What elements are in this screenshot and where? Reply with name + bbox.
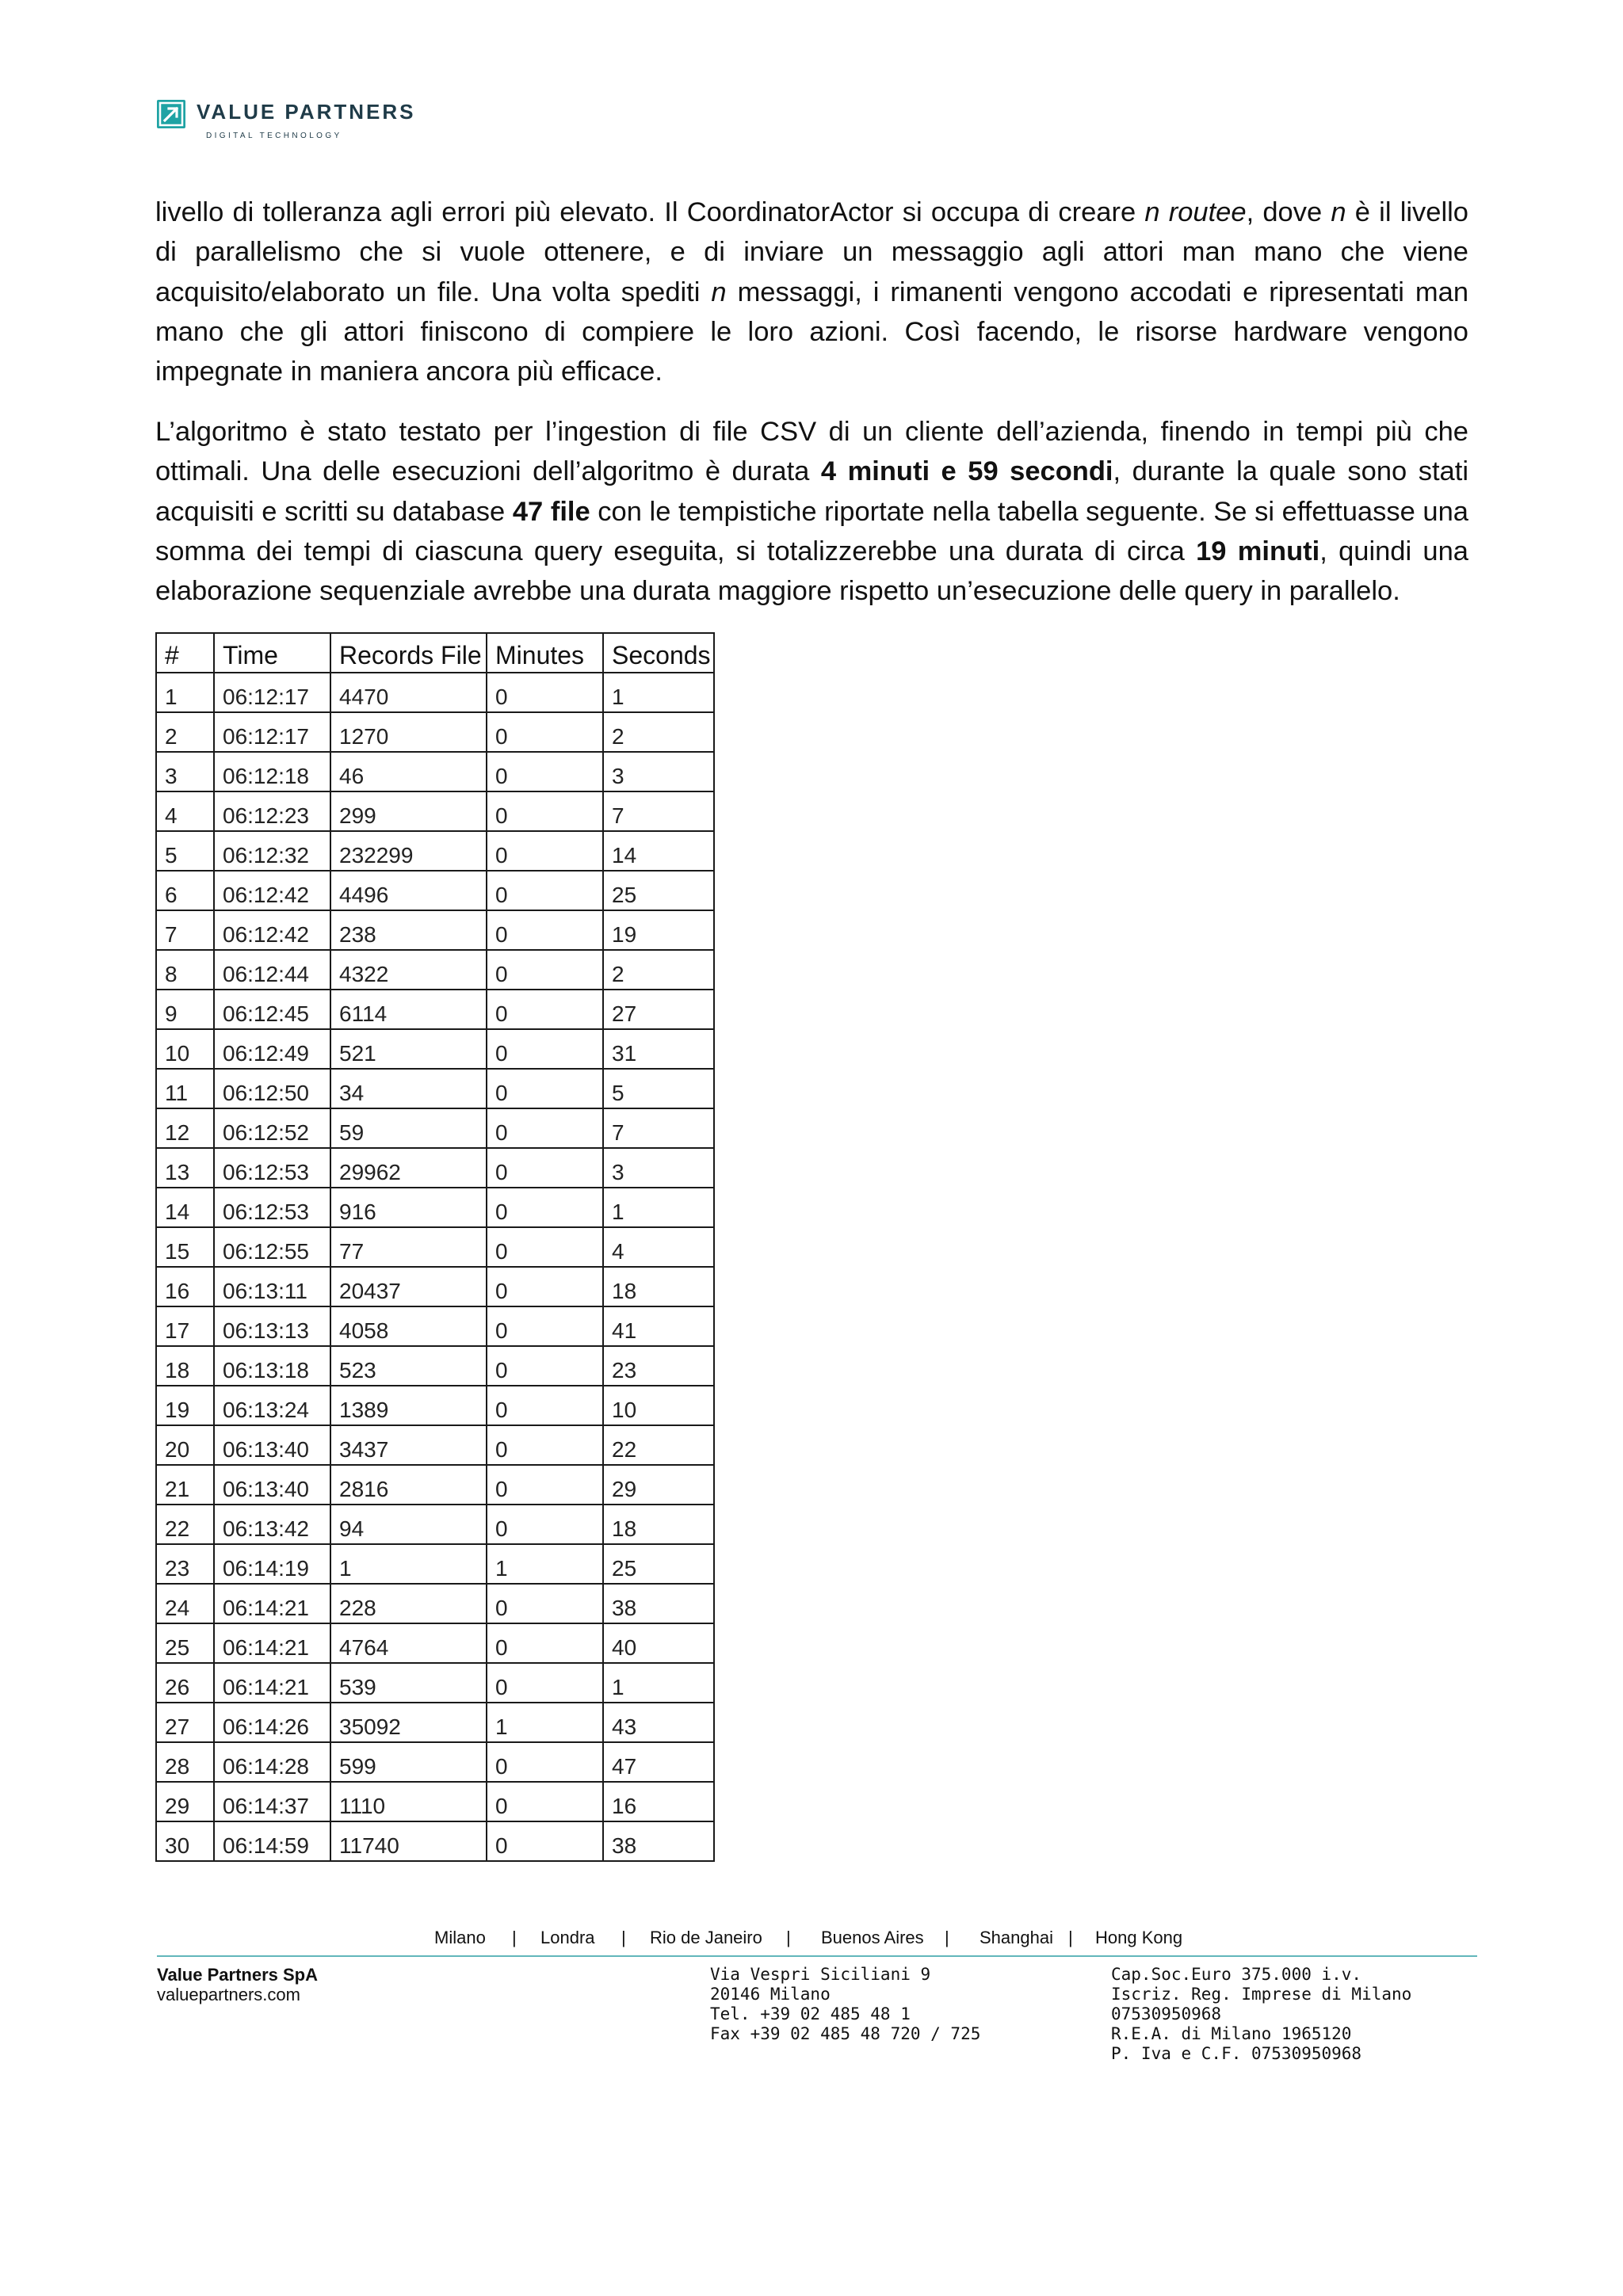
table-cell: 0 — [487, 1505, 603, 1544]
table-cell: 0 — [487, 1663, 603, 1703]
table-row — [156, 1108, 714, 1148]
table-cell: 22 — [603, 1425, 714, 1465]
table-row — [156, 1267, 714, 1306]
bold-text: 47 file — [512, 496, 590, 527]
table-row — [156, 1306, 714, 1346]
table-cell: 13 — [156, 1148, 214, 1188]
legal-line: Iscriz. Reg. Imprese di Milano — [1111, 1985, 1412, 2004]
table-cell: 1 — [156, 673, 214, 712]
table-cell: 10 — [156, 1029, 214, 1069]
table-cell: 77 — [330, 1227, 487, 1267]
table-row — [156, 1386, 714, 1425]
city-separator: | — [1068, 1928, 1073, 1947]
table-row — [156, 1188, 714, 1227]
table-cell: 0 — [487, 673, 603, 712]
table-cell: 06:12:50 — [214, 1069, 330, 1108]
table-cell: 06:14:21 — [214, 1663, 330, 1703]
table-cell: 14 — [603, 831, 714, 871]
table-cell: 25 — [603, 1544, 714, 1584]
bold-text: 4 minuti e 59 secondi — [820, 456, 1113, 487]
table-cell: 0 — [487, 1069, 603, 1108]
table-cell: 1389 — [330, 1386, 487, 1425]
table-cell: 38 — [603, 1584, 714, 1623]
brand-tagline: DIGITAL TECHNOLOGY — [206, 132, 342, 140]
table-cell: 0 — [487, 1029, 603, 1069]
table-cell: 299 — [330, 791, 487, 831]
table-cell: 18 — [603, 1267, 714, 1306]
table-cell: 43 — [603, 1703, 714, 1742]
body-paragraph-1 — [155, 193, 1468, 391]
table-cell: 24 — [156, 1584, 214, 1623]
table-cell: 29 — [603, 1465, 714, 1505]
table-cell: 11 — [156, 1069, 214, 1108]
table-cell: 238 — [330, 910, 487, 950]
table-cell: 0 — [487, 831, 603, 871]
text-run: messaggi, i rimanenti vengono accodati e ripresentati man mano che gli attori finiscono di compiere le loro azioni. Così facendo, le risorse hardware vengono impegnate in maniera ancora più efficace. — [155, 277, 1469, 387]
table-cell: 4470 — [330, 673, 487, 712]
table-cell: 3 — [603, 1148, 714, 1188]
text-run: livello di tolleranza agli errori più elevato. Il CoordinatorActor si occupa di creare — [155, 197, 1145, 227]
table-row — [156, 791, 714, 831]
table-cell: 3437 — [330, 1425, 487, 1465]
table-row — [156, 1544, 714, 1584]
table-row — [156, 1821, 714, 1861]
table-row — [156, 990, 714, 1029]
table-cell: 47 — [603, 1742, 714, 1782]
table-cell: 38 — [603, 1821, 714, 1861]
table-cell: 4 — [603, 1227, 714, 1267]
table-cell: 0 — [487, 950, 603, 990]
table-cell: 46 — [330, 752, 487, 791]
table-row — [156, 752, 714, 791]
arrow-up-right-icon — [157, 100, 185, 128]
table-cell: 06:12:32 — [214, 831, 330, 871]
table-cell: 16 — [603, 1782, 714, 1821]
table-cell: 0 — [487, 1742, 603, 1782]
table-cell: 19 — [156, 1386, 214, 1425]
office-city: Shanghai — [980, 1928, 1053, 1947]
table-cell: 17 — [156, 1306, 214, 1346]
office-city: Milano — [434, 1928, 486, 1947]
table-cell: 1 — [603, 673, 714, 712]
city-separator: | — [786, 1928, 791, 1947]
table-cell: 3 — [603, 752, 714, 791]
table-header-row — [156, 633, 714, 673]
address-line: Via Vespri Siciliani 9 — [710, 1965, 931, 1984]
table-row — [156, 1742, 714, 1782]
table-cell: 0 — [487, 871, 603, 910]
office-city: Rio de Janeiro — [650, 1928, 762, 1947]
table-row — [156, 1227, 714, 1267]
table-cell: 4322 — [330, 950, 487, 990]
table-cell: 59 — [330, 1108, 487, 1148]
city-separator: | — [621, 1928, 626, 1947]
table-cell: 12 — [156, 1108, 214, 1148]
table-cell: 599 — [330, 1742, 487, 1782]
table-row — [156, 1465, 714, 1505]
table-cell: 06:13:24 — [214, 1386, 330, 1425]
table-cell: 06:12:44 — [214, 950, 330, 990]
table-cell: 10 — [603, 1386, 714, 1425]
table-cell: 29962 — [330, 1148, 487, 1188]
table-cell: 41 — [603, 1306, 714, 1346]
table-cell: 4 — [156, 791, 214, 831]
office-city: Buenos Aires — [821, 1928, 924, 1947]
table-cell: 1110 — [330, 1782, 487, 1821]
table-cell: 06:14:59 — [214, 1821, 330, 1861]
table-cell: 06:12:55 — [214, 1227, 330, 1267]
table-cell: 27 — [156, 1703, 214, 1742]
column-header: Minutes — [487, 633, 603, 673]
table-cell: 0 — [487, 1584, 603, 1623]
table-row — [156, 712, 714, 752]
table-cell: 06:12:42 — [214, 910, 330, 950]
column-header: # — [156, 633, 214, 673]
table-cell: 0 — [487, 1782, 603, 1821]
table-cell: 31 — [603, 1029, 714, 1069]
table-row — [156, 1029, 714, 1069]
table-cell: 0 — [487, 1108, 603, 1148]
company-name: Value Partners SpA — [157, 1965, 318, 1985]
table-cell: 0 — [487, 712, 603, 752]
table-cell: 7 — [603, 1108, 714, 1148]
table-row — [156, 950, 714, 990]
table-cell: 23 — [156, 1544, 214, 1584]
table-cell: 1 — [487, 1544, 603, 1584]
table-cell: 28 — [156, 1742, 214, 1782]
table-cell: 2 — [156, 712, 214, 752]
table-cell: 1 — [487, 1703, 603, 1742]
timings-table — [155, 632, 715, 1862]
table-cell: 06:13:40 — [214, 1425, 330, 1465]
table-cell: 06:12:45 — [214, 990, 330, 1029]
address-line: Fax +39 02 485 48 720 / 725 — [710, 2024, 981, 2043]
table-cell: 2 — [603, 950, 714, 990]
legal-line: Cap.Soc.Euro 375.000 i.v. — [1111, 1965, 1362, 1984]
city-separator: | — [945, 1928, 949, 1947]
table-cell: 1 — [330, 1544, 487, 1584]
column-header: Time — [214, 633, 330, 673]
table-cell: 0 — [487, 1306, 603, 1346]
table-cell: 34 — [330, 1069, 487, 1108]
table-cell: 0 — [487, 1425, 603, 1465]
table-cell: 0 — [487, 1227, 603, 1267]
text-run: con le tempistiche riportate nella tabella seguente. Se si effettuasse una somma dei tempi di ciascuna query eseguita, si totalizzerebbe una durata di circa — [155, 496, 1468, 566]
table-cell: 06:13:11 — [214, 1267, 330, 1306]
office-city: Londra — [540, 1928, 595, 1947]
address-line: 20146 Milano — [710, 1985, 831, 2004]
table-cell: 27 — [603, 990, 714, 1029]
italic-text: n — [1331, 197, 1346, 227]
table-row — [156, 1505, 714, 1544]
table-cell: 22 — [156, 1505, 214, 1544]
table-cell: 15 — [156, 1227, 214, 1267]
table-cell: 916 — [330, 1188, 487, 1227]
table-cell: 06:12:42 — [214, 871, 330, 910]
table-cell: 1 — [603, 1663, 714, 1703]
table-cell: 06:12:17 — [214, 673, 330, 712]
bold-text: 19 minuti — [1196, 536, 1320, 566]
table-row — [156, 673, 714, 712]
table-cell: 21 — [156, 1465, 214, 1505]
table-cell: 0 — [487, 791, 603, 831]
table-cell: 06:13:18 — [214, 1346, 330, 1386]
table-cell: 0 — [487, 910, 603, 950]
table-cell: 0 — [487, 1821, 603, 1861]
table-row — [156, 910, 714, 950]
table-row — [156, 1663, 714, 1703]
table-cell: 06:14:37 — [214, 1782, 330, 1821]
table-cell: 06:12:49 — [214, 1029, 330, 1069]
table-cell: 14 — [156, 1188, 214, 1227]
legal-line: R.E.A. di Milano 1965120 — [1111, 2024, 1352, 2043]
italic-text: n — [711, 277, 727, 307]
table-cell: 06:12:23 — [214, 791, 330, 831]
table-cell: 18 — [156, 1346, 214, 1386]
table-cell: 06:14:28 — [214, 1742, 330, 1782]
table-cell: 6114 — [330, 990, 487, 1029]
table-cell: 20437 — [330, 1267, 487, 1306]
table-cell: 5 — [156, 831, 214, 871]
italic-text: n routee — [1144, 197, 1247, 227]
footer-company — [157, 1965, 318, 2004]
table-cell: 0 — [487, 1148, 603, 1188]
table-cell: 11740 — [330, 1821, 487, 1861]
table-cell: 35092 — [330, 1703, 487, 1742]
table-cell: 06:13:40 — [214, 1465, 330, 1505]
column-header: Records File — [330, 633, 487, 673]
table-cell: 228 — [330, 1584, 487, 1623]
table-cell: 0 — [487, 1623, 603, 1663]
table-cell: 06:14:21 — [214, 1623, 330, 1663]
table-cell: 0 — [487, 1346, 603, 1386]
table-cell: 0 — [487, 1386, 603, 1425]
text-run: , dove — [1246, 197, 1331, 227]
table-cell: 06:12:53 — [214, 1148, 330, 1188]
brand-name: VALUE PARTNERS — [197, 100, 416, 124]
city-separator: | — [512, 1928, 517, 1947]
table-row — [156, 1623, 714, 1663]
table-cell: 6 — [156, 871, 214, 910]
table-cell: 0 — [487, 1267, 603, 1306]
table-cell: 16 — [156, 1267, 214, 1306]
text-run: , durante la quale sono stati acquisiti e scritti su database — [155, 456, 1468, 527]
office-city: Hong Kong — [1095, 1928, 1183, 1947]
table-cell: 0 — [487, 1188, 603, 1227]
table-cell: 7 — [603, 791, 714, 831]
table-cell: 06:12:53 — [214, 1188, 330, 1227]
table-row — [156, 871, 714, 910]
table-cell: 8 — [156, 950, 214, 990]
table-cell: 523 — [330, 1346, 487, 1386]
table-cell: 0 — [487, 752, 603, 791]
table-cell: 4058 — [330, 1306, 487, 1346]
footer-legal — [1111, 1965, 1411, 2064]
table-cell: 29 — [156, 1782, 214, 1821]
column-header: Seconds — [603, 633, 714, 673]
body-paragraph-2 — [155, 412, 1468, 611]
table-cell: 0 — [487, 990, 603, 1029]
table-body — [156, 673, 714, 1861]
table-cell: 9 — [156, 990, 214, 1029]
table-cell: 06:14:21 — [214, 1584, 330, 1623]
table-cell: 06:12:52 — [214, 1108, 330, 1148]
table-cell: 06:14:19 — [214, 1544, 330, 1584]
table-cell: 2 — [603, 712, 714, 752]
table-cell: 06:13:42 — [214, 1505, 330, 1544]
legal-line: P. Iva e C.F. 07530950968 — [1111, 2044, 1362, 2063]
table-cell: 0 — [487, 1465, 603, 1505]
table-cell: 4764 — [330, 1623, 487, 1663]
table-row — [156, 1425, 714, 1465]
table-cell: 18 — [603, 1505, 714, 1544]
company-website: valuepartners.com — [157, 1985, 300, 2004]
text-run: è il livello di parallelismo che si vuole ottenere, e di inviare un messaggio agli attori man mano che viene acquisito/elaborato un file. Una volta spediti — [155, 197, 1468, 307]
table-cell: 3 — [156, 752, 214, 791]
text-run: , quindi una elaborazione sequenziale avrebbe una durata maggiore rispetto un’esecuzione delle query in parallelo. — [155, 536, 1468, 607]
table-row — [156, 1148, 714, 1188]
table-cell: 19 — [603, 910, 714, 950]
table-cell: 25 — [603, 871, 714, 910]
table-cell: 06:14:26 — [214, 1703, 330, 1742]
table-cell: 23 — [603, 1346, 714, 1386]
table-row — [156, 1584, 714, 1623]
address-line: Tel. +39 02 485 48 1 — [710, 2004, 911, 2023]
legal-line: 07530950968 — [1111, 2004, 1222, 2023]
table-row — [156, 831, 714, 871]
table-cell: 94 — [330, 1505, 487, 1544]
table-cell: 521 — [330, 1029, 487, 1069]
table-cell: 06:12:17 — [214, 712, 330, 752]
table-cell: 06:12:18 — [214, 752, 330, 791]
footer-address — [710, 1965, 980, 2044]
table-cell: 232299 — [330, 831, 487, 871]
table-cell: 26 — [156, 1663, 214, 1703]
table-row — [156, 1782, 714, 1821]
table-cell: 1270 — [330, 712, 487, 752]
table-cell: 4496 — [330, 871, 487, 910]
table-cell: 06:13:13 — [214, 1306, 330, 1346]
table-cell: 20 — [156, 1425, 214, 1465]
table-row — [156, 1703, 714, 1742]
table-row — [156, 1069, 714, 1108]
table-cell: 30 — [156, 1821, 214, 1861]
table-cell: 7 — [156, 910, 214, 950]
table-cell: 40 — [603, 1623, 714, 1663]
table-cell: 2816 — [330, 1465, 487, 1505]
table-cell: 5 — [603, 1069, 714, 1108]
table-row — [156, 1346, 714, 1386]
table-cell: 539 — [330, 1663, 487, 1703]
footer-divider — [157, 1955, 1477, 1957]
table-cell: 25 — [156, 1623, 214, 1663]
text-run: L’algoritmo è stato testato per l’ingestion di file CSV di un cliente dell’azienda, finendo in tempi più che ottimali. Una delle esecuzioni dell’algoritmo è durata — [155, 417, 1468, 487]
table-cell: 1 — [603, 1188, 714, 1227]
